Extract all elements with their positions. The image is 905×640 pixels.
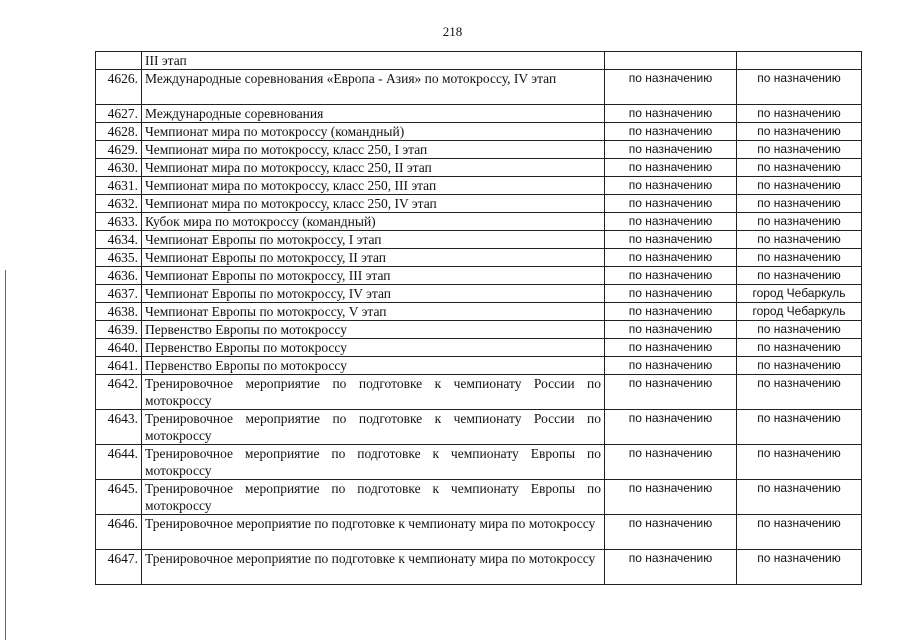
- location-cell: по назначению: [737, 249, 862, 267]
- table-row: [96, 321, 862, 339]
- dates-cell: по назначению: [605, 70, 737, 105]
- table-row: [96, 410, 862, 445]
- table-row: [96, 480, 862, 515]
- location-cell: по назначению: [737, 213, 862, 231]
- row-number: 4642.: [96, 375, 142, 410]
- dates-cell: по назначению: [605, 285, 737, 303]
- event-name: Первенство Европы по мотокроссу: [142, 357, 605, 375]
- location-cell: по назначению: [737, 231, 862, 249]
- table-row: [96, 285, 862, 303]
- dates-cell: по назначению: [605, 515, 737, 550]
- table-row: [96, 339, 862, 357]
- row-number: 4628.: [96, 123, 142, 141]
- table-row: [96, 357, 862, 375]
- table-row: [96, 249, 862, 267]
- event-name: Тренировочное мероприятие по подготовке к чемпионату Европы по мотокроссу: [142, 445, 605, 480]
- dates-cell: [605, 52, 737, 70]
- row-number: 4627.: [96, 105, 142, 123]
- dates-cell: по назначению: [605, 177, 737, 195]
- location-cell: по назначению: [737, 480, 862, 515]
- events-table: [95, 51, 862, 585]
- event-name: Тренировочное мероприятие по подготовке к чемпионату России по мотокроссу: [142, 410, 605, 445]
- row-number: 4631.: [96, 177, 142, 195]
- table-row: [96, 195, 862, 213]
- dates-cell: по назначению: [605, 339, 737, 357]
- row-number: 4629.: [96, 141, 142, 159]
- dates-cell: по назначению: [605, 105, 737, 123]
- row-number: 4645.: [96, 480, 142, 515]
- scan-edge-line: [5, 270, 6, 640]
- page-number: 218: [442, 24, 463, 39]
- row-number: 4632.: [96, 195, 142, 213]
- row-number: 4637.: [96, 285, 142, 303]
- row-number: 4639.: [96, 321, 142, 339]
- location-cell: по назначению: [737, 445, 862, 480]
- row-number: 4635.: [96, 249, 142, 267]
- table-row: [96, 105, 862, 123]
- dates-cell: по назначению: [605, 141, 737, 159]
- location-cell: по назначению: [737, 159, 862, 177]
- table-row: [96, 231, 862, 249]
- row-number: 4634.: [96, 231, 142, 249]
- event-name: Чемпионат мира по мотокроссу (командный): [142, 123, 605, 141]
- table-row: [96, 70, 862, 105]
- event-name: Тренировочное мероприятие по подготовке к чемпионату мира по мотокроссу: [142, 515, 605, 550]
- dates-cell: по назначению: [605, 303, 737, 321]
- dates-cell: по назначению: [605, 213, 737, 231]
- location-cell: по назначению: [737, 375, 862, 410]
- dates-cell: по назначению: [605, 375, 737, 410]
- event-name: Чемпионат Европы по мотокроссу, III этап: [142, 267, 605, 285]
- location-cell: по назначению: [737, 195, 862, 213]
- event-name: Тренировочное мероприятие по подготовке к чемпионату России по мотокроссу: [142, 375, 605, 410]
- location-cell: по назначению: [737, 123, 862, 141]
- event-name: Чемпионат Европы по мотокроссу, II этап: [142, 249, 605, 267]
- event-name: Чемпионат мира по мотокроссу, класс 250, IV этап: [142, 195, 605, 213]
- table-row: [96, 123, 862, 141]
- table-row: [96, 375, 862, 410]
- row-number: 4630.: [96, 159, 142, 177]
- location-cell: по назначению: [737, 410, 862, 445]
- table-row: [96, 213, 862, 231]
- location-cell: по назначению: [737, 339, 862, 357]
- event-name: Первенство Европы по мотокроссу: [142, 321, 605, 339]
- row-number: 4646.: [96, 515, 142, 550]
- table-row: [96, 550, 862, 585]
- row-number: 4641.: [96, 357, 142, 375]
- event-name: Чемпионат Европы по мотокроссу, V этап: [142, 303, 605, 321]
- location-cell: по назначению: [737, 267, 862, 285]
- dates-cell: по назначению: [605, 445, 737, 480]
- dates-cell: по назначению: [605, 550, 737, 585]
- event-name: Чемпионат Европы по мотокроссу, I этап: [142, 231, 605, 249]
- table-row: [96, 303, 862, 321]
- event-name: Первенство Европы по мотокроссу: [142, 339, 605, 357]
- location-cell: город Чебаркуль: [737, 285, 862, 303]
- table-row: [96, 267, 862, 285]
- table-row: [96, 445, 862, 480]
- table-row: [96, 515, 862, 550]
- location-cell: город Чебаркуль: [737, 303, 862, 321]
- location-cell: по назначению: [737, 70, 862, 105]
- row-number: 4633.: [96, 213, 142, 231]
- location-cell: по назначению: [737, 515, 862, 550]
- dates-cell: по назначению: [605, 159, 737, 177]
- event-name: Чемпионат мира по мотокроссу, класс 250, III этап: [142, 177, 605, 195]
- location-cell: по назначению: [737, 321, 862, 339]
- event-name: Тренировочное мероприятие по подготовке к чемпионату Европы по мотокроссу: [142, 480, 605, 515]
- location-cell: по назначению: [737, 105, 862, 123]
- event-name: Чемпионат Европы по мотокроссу, IV этап: [142, 285, 605, 303]
- location-cell: по назначению: [737, 177, 862, 195]
- event-name: Кубок мира по мотокроссу (командный): [142, 213, 605, 231]
- dates-cell: по назначению: [605, 267, 737, 285]
- location-cell: [737, 52, 862, 70]
- row-number: 4638.: [96, 303, 142, 321]
- event-name: Тренировочное мероприятие по подготовке к чемпионату мира по мотокроссу: [142, 550, 605, 585]
- dates-cell: по назначению: [605, 357, 737, 375]
- table-row: [96, 159, 862, 177]
- event-name: Международные соревнования «Европа - Азия» по мотокроссу, IV этап: [142, 70, 605, 105]
- row-number: 4647.: [96, 550, 142, 585]
- location-cell: по назначению: [737, 141, 862, 159]
- row-number: 4626.: [96, 70, 142, 105]
- table-row: [96, 177, 862, 195]
- dates-cell: по назначению: [605, 123, 737, 141]
- dates-cell: по назначению: [605, 410, 737, 445]
- location-cell: по назначению: [737, 550, 862, 585]
- dates-cell: по назначению: [605, 231, 737, 249]
- table-row: [96, 52, 862, 70]
- event-name: III этап: [142, 52, 605, 70]
- row-number: 4636.: [96, 267, 142, 285]
- event-name: Чемпионат мира по мотокроссу, класс 250, I этап: [142, 141, 605, 159]
- dates-cell: по назначению: [605, 480, 737, 515]
- event-name: Чемпионат мира по мотокроссу, класс 250, II этап: [142, 159, 605, 177]
- row-number: [96, 52, 142, 70]
- row-number: 4644.: [96, 445, 142, 480]
- row-number: 4643.: [96, 410, 142, 445]
- dates-cell: по назначению: [605, 321, 737, 339]
- dates-cell: по назначению: [605, 195, 737, 213]
- table-row: [96, 141, 862, 159]
- location-cell: по назначению: [737, 357, 862, 375]
- event-name: Международные соревнования: [142, 105, 605, 123]
- dates-cell: по назначению: [605, 249, 737, 267]
- row-number: 4640.: [96, 339, 142, 357]
